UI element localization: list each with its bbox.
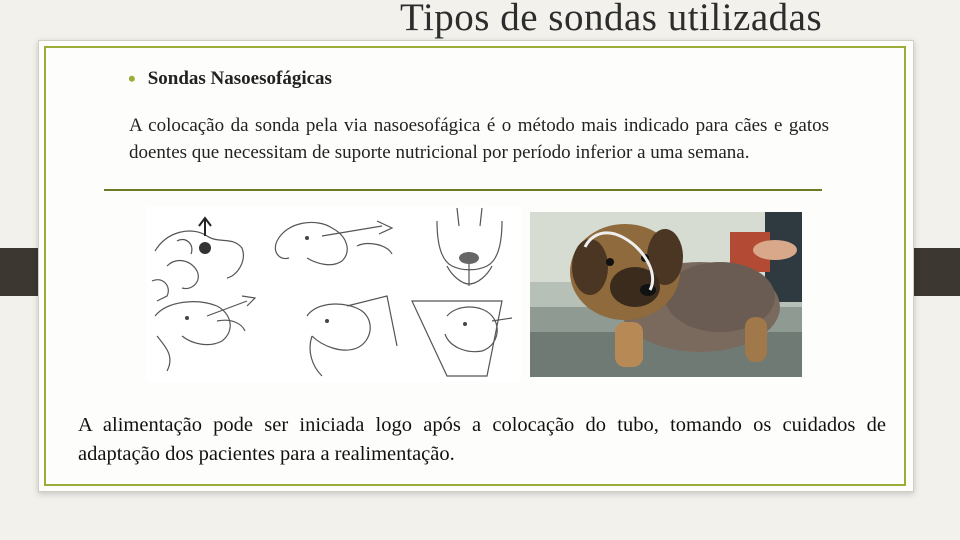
slide-title: Tipos de sondas utilizadas [400, 0, 823, 39]
drawing-panel-c [437, 208, 502, 286]
dog-with-nasal-tube-photo [530, 212, 802, 377]
bullet-heading: Sondas Nasoesofágicas [147, 68, 332, 89]
procedure-drawings-image [147, 206, 521, 382]
drawing-panel-a [152, 218, 243, 301]
drawing-panel-e [307, 296, 397, 376]
drawing-panel-f [412, 301, 512, 376]
bullet-item [128, 68, 332, 90]
bullet-icon: • [128, 66, 136, 91]
drawing-panel-b [275, 221, 392, 265]
drawing-panel-d [155, 296, 255, 371]
feeding-paragraph: A alimentação pode ser iniciada logo após a colocação do tubo, tomando os cuidados de adaptação dos pacientes para a realimentação. [78, 414, 886, 465]
intro-paragraph: A colocação da sonda pela via nasoesofágica é o método mais indicado para cães e gatos doentes que necessitam de suporte nutricional por período inferior a uma semana. [129, 115, 829, 163]
divider-line [104, 189, 822, 191]
